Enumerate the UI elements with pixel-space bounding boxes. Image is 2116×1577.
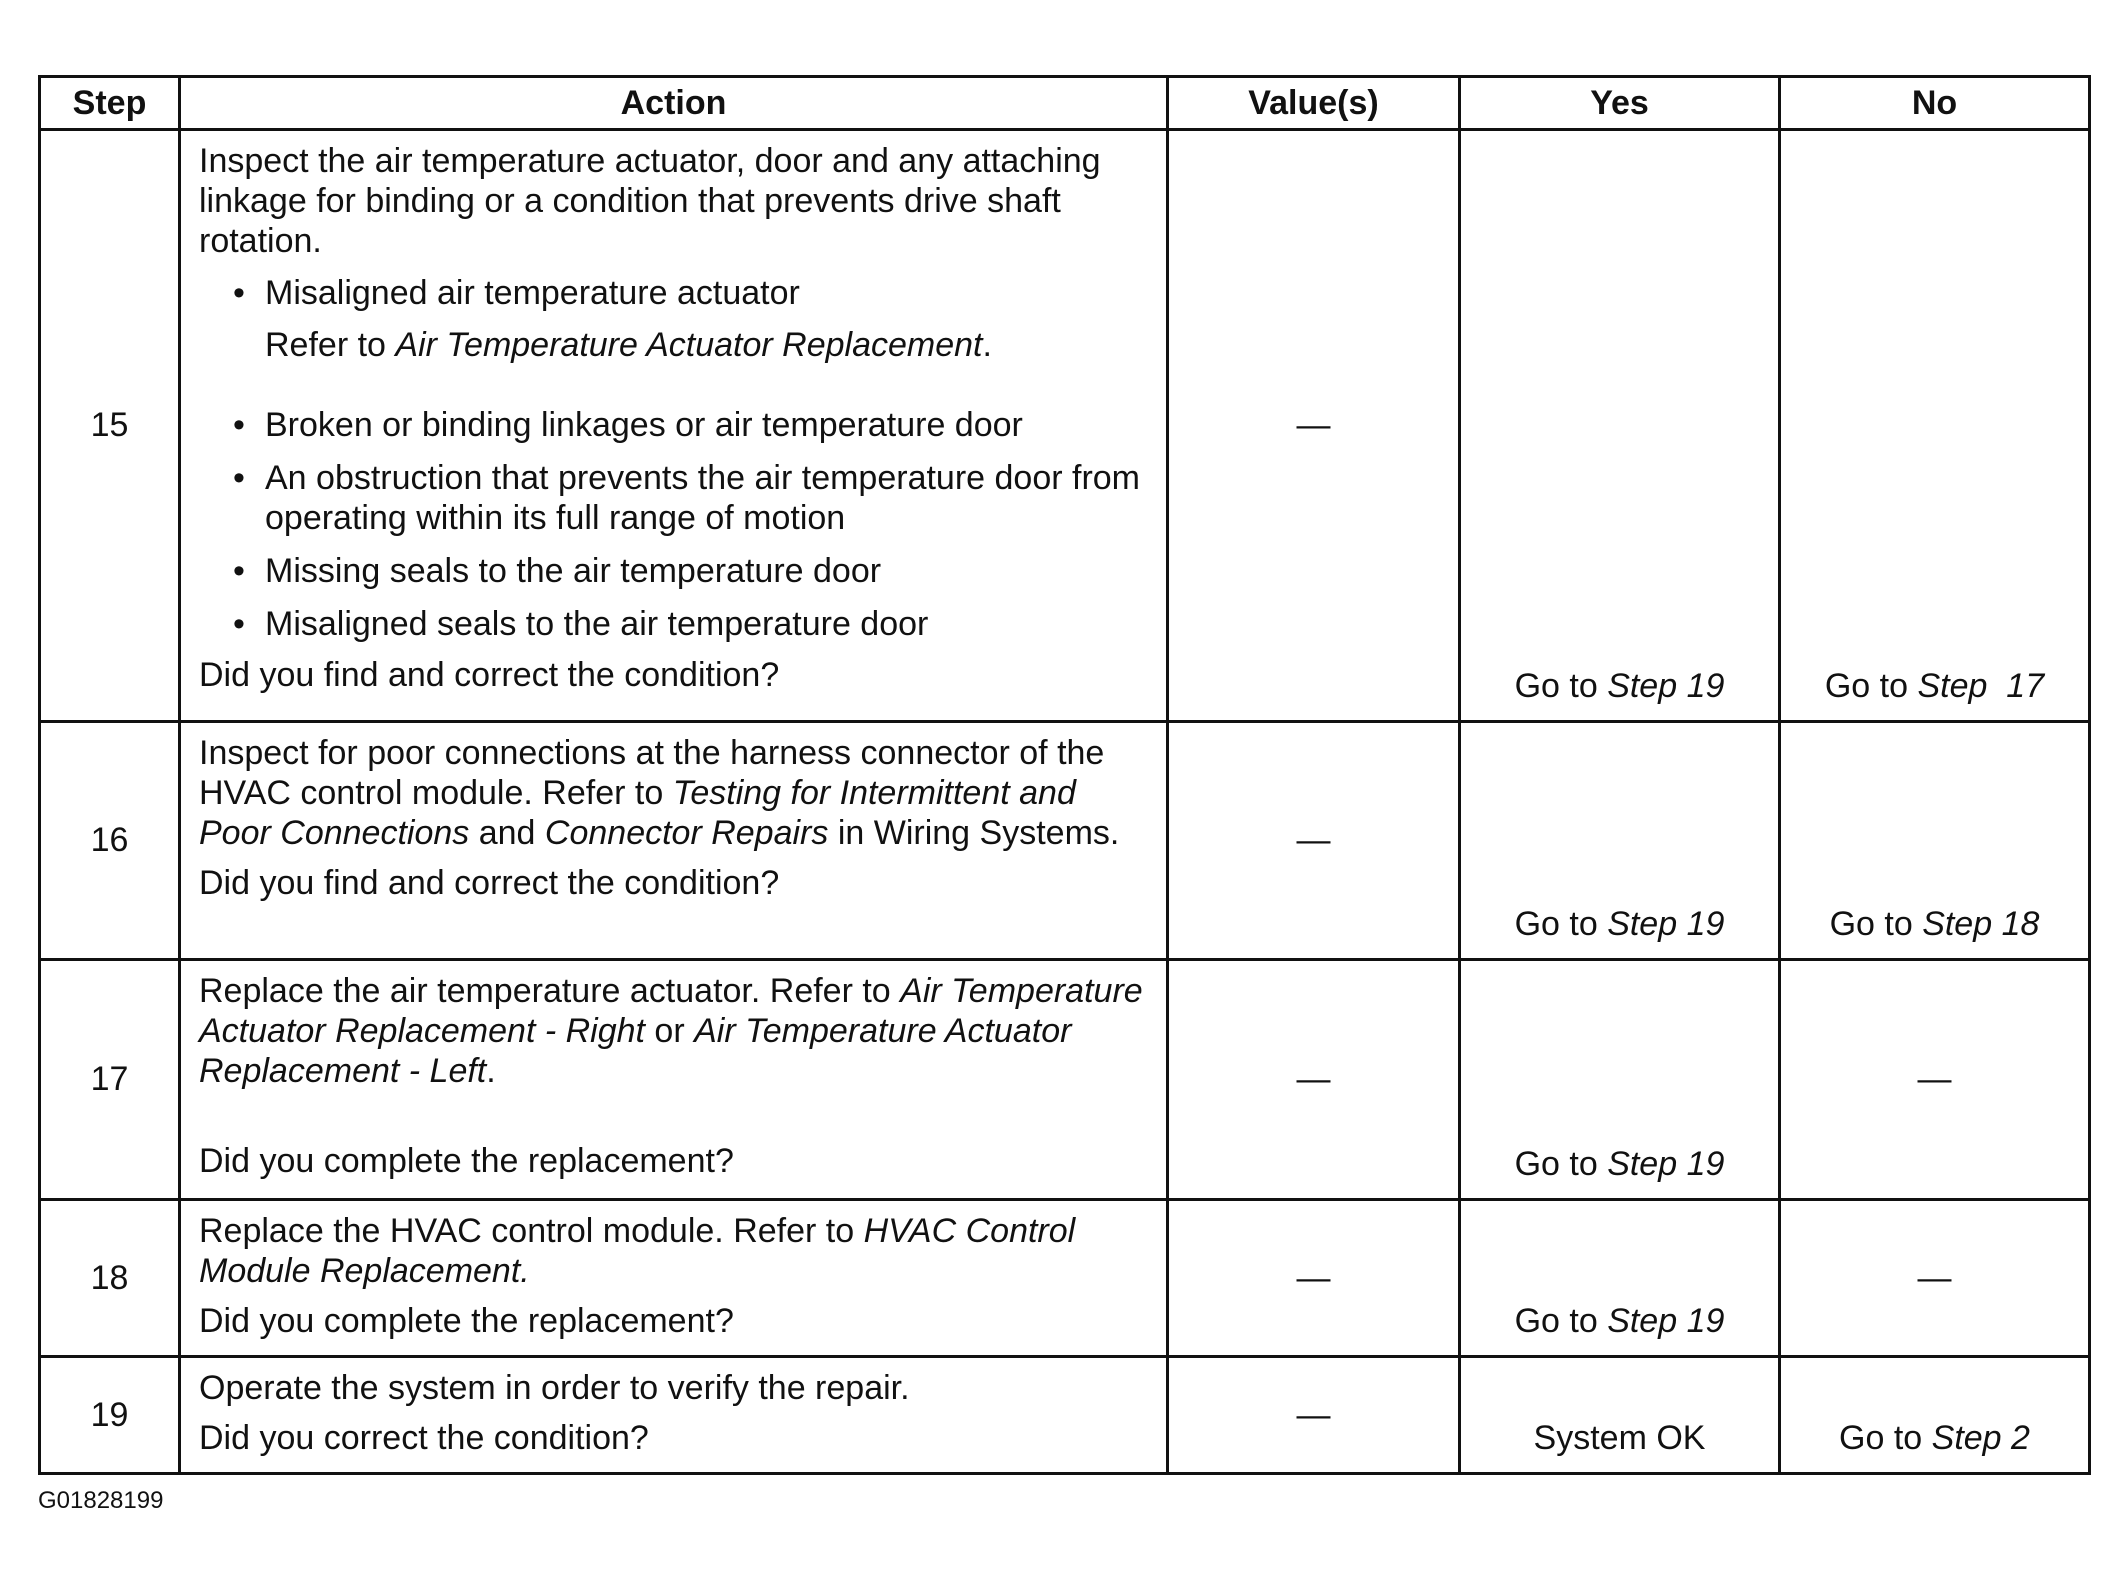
yes-cell: System OK — [1460, 1357, 1780, 1474]
header-no: No — [1780, 77, 2090, 130]
no-prefix: Go to — [1824, 667, 1918, 705]
step-link[interactable]: Step 2 — [1931, 1419, 2030, 1457]
action-text-part: Replace the HVAC control module. Refer to — [199, 1212, 864, 1250]
action-cell — [180, 960, 1168, 1200]
list-item-text: Misaligned air temperature actuator — [265, 274, 800, 312]
list-item: • Broken or binding linkages or air temperature door — [265, 405, 1150, 445]
no-cell — [1780, 722, 2090, 960]
action-text — [199, 1211, 1150, 1291]
no-cell — [1780, 130, 2090, 722]
action-cell — [180, 1357, 1168, 1474]
no-prefix: Go to — [1839, 1419, 1932, 1457]
question-text: Did you complete the replacement? — [199, 1302, 734, 1340]
reference-link[interactable]: Air Temperature Actuator Replacement - Left — [199, 1012, 1072, 1090]
step-number: 16 — [40, 722, 180, 960]
step-number: 18 — [40, 1200, 180, 1357]
yes-cell — [1460, 130, 1780, 722]
value-cell: — — [1168, 130, 1460, 722]
yes-prefix: Go to — [1514, 667, 1608, 705]
action-text-part: . — [486, 1052, 496, 1090]
step-number: 19 — [40, 1357, 180, 1474]
figure-id: G01828199 — [38, 1487, 164, 1514]
list-item — [265, 273, 1150, 365]
action-text-part: Inspect for poor connections at the harness connector of the HVAC control module. Refer to — [199, 734, 1105, 812]
header-values: Value(s) — [1168, 77, 1460, 130]
question-text: Did you find and correct the condition? — [199, 656, 780, 694]
value-cell: — — [1168, 1200, 1460, 1357]
header-action: Action — [180, 77, 1168, 130]
yes-prefix: Go to — [1514, 1302, 1608, 1340]
table-row-step-16 — [40, 722, 2090, 960]
question-text: Did you correct the condition? — [199, 1419, 649, 1457]
action-cell — [180, 722, 1168, 960]
step-number: 15 — [40, 130, 180, 722]
question-text: Did you find and correct the condition? — [199, 864, 780, 902]
reference-link[interactable]: Air Temperature Actuator Replacement - Right — [199, 972, 1143, 1050]
question-text: Did you complete the replacement? — [199, 1142, 734, 1180]
no-prefix: Go to — [1829, 905, 1923, 943]
yes-cell — [1460, 960, 1780, 1200]
step-link[interactable]: Step 19 — [1607, 905, 1725, 943]
action-cell — [180, 130, 1168, 722]
action-text-part: in Wiring Systems. — [828, 814, 1120, 852]
action-text — [199, 971, 1150, 1091]
header-yes: Yes — [1460, 77, 1780, 130]
yes-cell — [1460, 722, 1780, 960]
table-row-step-15 — [40, 130, 2090, 722]
step-link[interactable]: Step 17 — [1917, 667, 2045, 705]
action-text: Operate the system in order to verify the repair. — [199, 1369, 910, 1407]
step-link[interactable]: Step 19 — [1607, 667, 1725, 705]
value-cell: — — [1168, 960, 1460, 1200]
refer-suffix: . — [982, 326, 992, 364]
action-text-part: Replace the air temperature actuator. Refer to — [199, 972, 901, 1010]
table-row-step-18 — [40, 1200, 2090, 1357]
step-link[interactable]: Step 18 — [1922, 905, 2040, 943]
value-cell: — — [1168, 1357, 1460, 1474]
table-row-step-19 — [40, 1357, 2090, 1474]
table-row-step-17 — [40, 960, 2090, 1200]
step-number: 17 — [40, 960, 180, 1200]
action-cell — [180, 1200, 1168, 1357]
action-text — [199, 733, 1150, 853]
refer-line — [265, 325, 1150, 365]
no-cell — [1780, 1357, 2090, 1474]
diagnostic-document — [38, 75, 2088, 1475]
value-cell: — — [1168, 722, 1460, 960]
no-cell: — — [1780, 960, 2090, 1200]
no-cell: — — [1780, 1200, 2090, 1357]
yes-cell — [1460, 1200, 1780, 1357]
list-item: • An obstruction that prevents the air temperature door from operating within its full range of motion — [265, 458, 1150, 538]
reference-link[interactable]: Connector Repairs — [544, 814, 829, 852]
table-header-row — [40, 77, 2090, 130]
action-text-part: and — [469, 814, 545, 852]
header-step: Step — [40, 77, 180, 130]
step-link[interactable]: Step 19 — [1607, 1302, 1725, 1340]
list-item: • Missing seals to the air temperature door — [265, 551, 1150, 591]
yes-prefix: Go to — [1514, 1145, 1608, 1183]
refer-prefix: Refer to — [265, 326, 396, 364]
reference-link[interactable]: HVAC Control Module Replacement. — [199, 1212, 1076, 1290]
step-link[interactable]: Step 19 — [1607, 1145, 1725, 1183]
action-text: Inspect the air temperature actuator, door and any attaching linkage for binding or a condition that prevents drive shaft rotation. — [199, 142, 1101, 260]
yes-prefix: Go to — [1514, 905, 1608, 943]
list-item: • Misaligned seals to the air temperature door — [265, 604, 1150, 644]
diagnostic-table — [38, 75, 2091, 1475]
reference-link[interactable]: Testing for Intermittent and Poor Connections — [199, 774, 1076, 852]
bullet-list — [199, 273, 1150, 644]
action-text-part: or — [644, 1012, 695, 1050]
reference-link[interactable]: Air Temperature Actuator Replacement — [395, 326, 983, 364]
